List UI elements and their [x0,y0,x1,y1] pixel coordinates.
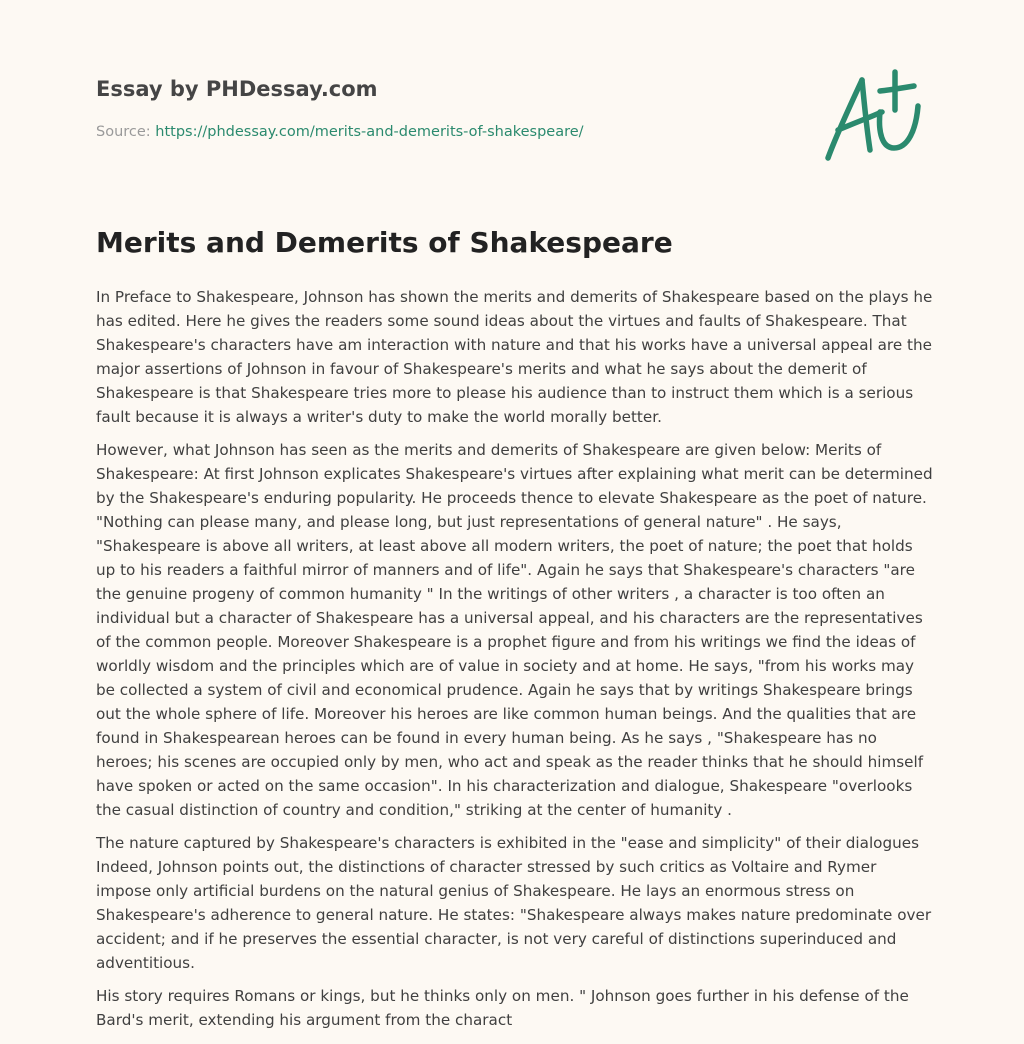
essay-body [96,285,936,1041]
source-line [96,124,584,140]
essay-paragraph: However, what Johnson has seen as the merits and demerits of Shakespeare are given below: Merits of Shakespeare: At first Johnson explicates Shakespeare's virtues after explaining what merit can be determined by the Shakespeare's enduring popularity. He proceeds thence to elevate Shakespeare as the poet of nature. "Nothing can please many, and please long, but just representations of general nature" . He says, "Shakespeare is above all writers, at least above all modern writers, the poet of nature; the poet that holds up to his readers a faithful mirror of manners and of life". Again he says that Shakespeare's characters "are the genuine progeny of common humanity " In the writings of other writers , a character is too often an individual but a character of Shakespeare has a universal appeal, and his characters are the representatives of the common people. Moreover Shakespeare is a prophet figure and from his writings we find the ideas of worldly wisdom and the principles which are of value in society and at home. He says, "from his works may be collected a system of civil and economical prudence. Again he says that by writings Shakespeare brings out the whole sphere of life. Moreover his heroes are like common human beings. And the qualities that are found in Shakespearean heroes can be found in every human being. As he says , "Shakespeare has no heroes; his scenes are occupied only by men, who act and speak as the reader thinks that he should himself have spoken or acted on the same occasion". In his characterization and dialogue, Shakespeare "overlooks the casual distinction of country and condition," striking at the center of humanity . [96,441,933,819]
source-link[interactable]: https://phdessay.com/merits-and-demerits-of-shakespeare/ [155,124,584,140]
essay-title: Merits and Demerits of Shakespeare [96,226,673,259]
essay-paragraph: The nature captured by Shakespeare's characters is exhibited in the "ease and simplicity" of their dialogues Indeed, Johnson points out, the distinctions of character stressed by such critics as Voltaire and Rymer impose only artificial burdens on the natural genius of Shakespeare. He lays an enormous stress on Shakespeare's adherence to general nature. He states: "Shakespeare always makes nature predominate over accident; and if he preserves the essential character, is not very careful of distinctions superinduced and adventitious. [96,834,932,972]
a-plus-grade-icon [822,66,928,166]
source-label: Source: [96,124,151,140]
site-brand: Essay by PHDessay.com [96,77,378,101]
essay-paragraph: In Preface to Shakespeare, Johnson has shown the merits and demerits of Shakespeare based on the plays he has edited. Here he gives the readers some sound ideas about the virtues and faults of Shakespeare. That Shakespeare's characters have am interaction with nature and that his works have a universal appeal are the major assertions of Johnson in favour of Shakespeare's merits and what he says about the demerit of Shakespeare is that Shakespeare tries more to please his audience than to instruct them which is a serious fault because it is always a writer's duty to make the world morally better. [96,288,933,426]
essay-paragraph: His story requires Romans or kings, but he thinks only on men. " Johnson goes further in his defense of the Bard's merit, extending his argument from the charact [96,987,909,1029]
